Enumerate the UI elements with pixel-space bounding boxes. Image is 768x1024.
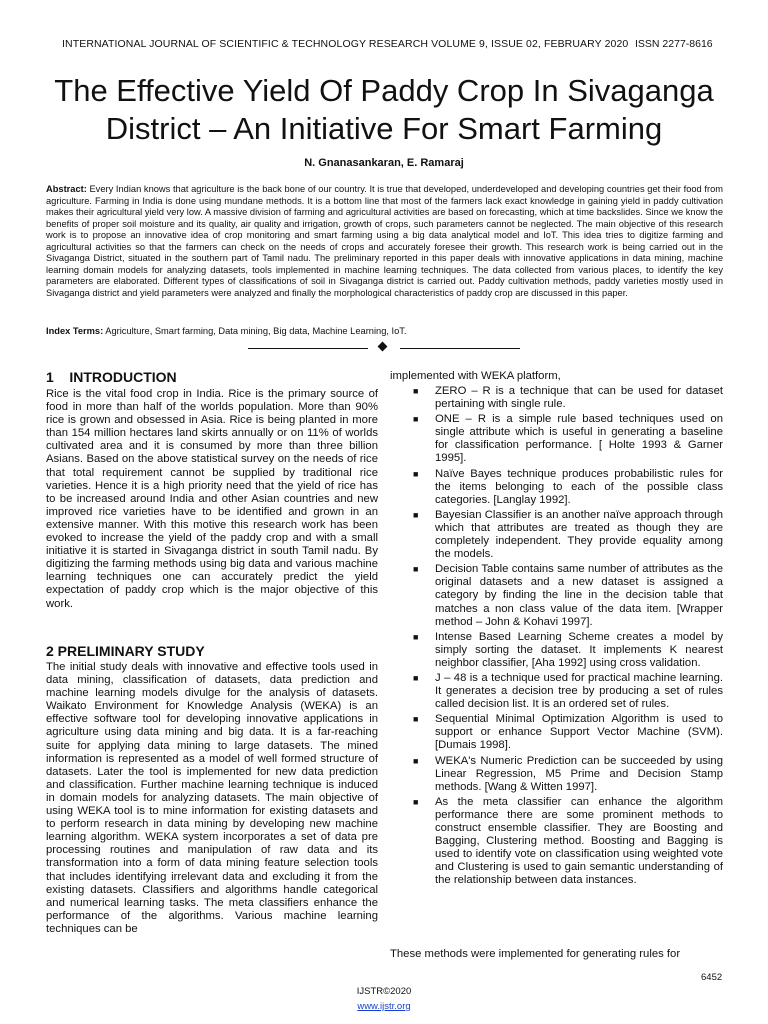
list-item: ■ Decision Table contains same number of attributes as the original datasets and a new dataset is assigned a category by finding the line in the decision table that matches a non class value of the data item. [Wrapper method – John & Kohavi 1997]. — [413, 563, 723, 628]
bullet-icon: ■ — [413, 755, 419, 766]
closing-sentence: These methods were implemented for generating rules for — [390, 948, 681, 960]
index-terms-text: Agriculture, Smart farming, Data mining, Big data, Machine Learning, IoT. — [103, 326, 407, 336]
copyright: IJSTR©2020 — [356, 986, 412, 997]
section-separator — [248, 340, 520, 354]
title-line-2: District – An Initiative For Smart Farming — [105, 111, 663, 146]
abstract-label: Abstract: — [46, 184, 87, 194]
title-line-1: The Effective Yield Of Paddy Crop In Sivaganga — [54, 73, 714, 108]
list-item: ■ J – 48 is a technique used for practical machine learning. It generates a decision tree by producing a set of rules called decision list. It is an ordered set of rules. — [413, 671, 723, 711]
bullet-icon: ■ — [413, 714, 419, 725]
section-heading-preliminary-study: 2 PRELIMINARY STUDY — [46, 643, 205, 659]
separator-line-right — [400, 348, 520, 349]
bullet-icon: ■ — [413, 672, 419, 683]
journal-header: INTERNATIONAL JOURNAL OF SCIENTIFIC & TECHNOLOGY RESEARCH VOLUME 9, ISSUE 02, FEBRUARY 2020 — [62, 38, 629, 50]
section-heading-introduction: 1 INTRODUCTION — [46, 369, 177, 385]
bullet-icon: ■ — [413, 564, 419, 575]
introduction-body: Rice is the vital food crop in India. Rice is the primary source of food in more than half of the worlds population. More than 90% rice is grown and obsessed in Asia. Rice is being planted in more than 154 million hectares land skirts annually or on 11% of worlds cultivated area and it is consumed by more than three billion Asians. Based on the above statistical survey on the needs of rice that total requirement cannot be supplied by traditional rice varieties. Hence it is a high priority need that the yield of rice has to be increased around India and other Asian countries and new improved rice varieties have to be identified and grown in an extensive manner. With this motive this research work has been evoked to increase the yield of the paddy crop and with a small initiative it is started in Sivaganga district in south Tamil nadu. By digitizing the farming methods using big data and various machine learning techniques one can accurately predict the yield expectation of paddy crop which is the major objective of this work. — [46, 388, 378, 610]
bullet-icon: ■ — [413, 468, 419, 479]
preliminary-study-body: The initial study deals with innovative and effective tools used in data mining, classification of datasets, data prediction and machine learning models divulge for the analysis of datasets. Waikato Environment for Knowledge Analysis (WEKA) is an effective software tool for developing innovative applications in agriculture using data mining and big data. It is a far-reaching suite for applying data mining to large datasets. The mined information is represented as a model of well formed structure of datasets. Later the tool is implemented for new data prediction and classification. Further machine learning technique is induced in domain models for analyzing datasets. The main objective of using WEKA tool is to mine information for existing datasets and to perform research in data mining by developing new machine learning algorithm. WEKA system incorporates a set of data pre processing routines and manipulation of raw data and its transformation into a form of data mining feature selection tools that includes identifying irrelevant data and excluding it from the existing datasets. Classifiers and algorithms handle categorical and numerical learning tasks. The meta classifiers enhance the performance of the algorithms. Various machine learning techniques can be — [46, 661, 378, 935]
abstract — [46, 184, 723, 299]
index-terms-label: Index Terms: — [46, 326, 104, 336]
abstract-text: Every Indian knows that agriculture is the back bone of our country. It is true that developed, underdeveloped and developing countries get their food from agriculture. Farming in India is done using mundane methods. It is a bottom line that most of the farmers lack exact knowledge in gaining yield in paddy cultivation makes their agricultural yield very low. A massive division of farming and agricultural activities are based on forecasting, which at time backslides. Since we know the benefits of proper soil moisture and its quality, air quality and irrigation, growth of crops, such parameters cannot be neglected. The main objective of this research work is to propose an innovative idea of crop monitoring and smart farming using a big data analytical model and IoT. This idea tries to digitize farming and agricultural activities so that the farmers can check on the needs of crops and accurately foresee their growth. This research work is being carried out in the Sivaganga District, situated in the southern part of Tamil nadu. The preliminary reported in this paper deals with innovative applications in data mining, machine learning domain models for analyzing datasets, tools implemented in machine learning techniques. The data collected from various places, to identify the key parameters are elaborated. Different types of classifications of soil in Sivaganga district is carried out. Paddy cultivation methods, paddy varieties mostly used in Sivaganga district and yield parameters were analyzed and finally the morphological characteristics of paddy crop are discussed in this paper. — [46, 184, 723, 298]
issn: ISSN 2277-8616 — [635, 38, 713, 50]
right-column-lead: implemented with WEKA platform, — [390, 370, 561, 382]
list-item: ■ Bayesian Classifier is an another naïve approach through which that attributes are treated as though they are completely independent. They provide equality among the models. — [413, 508, 723, 561]
list-item: ■ As the meta classifier can enhance the algorithm performance there are some prominent methods to construct ensemble classifier. They are Boosting and Bagging, Clustering method. Boosting and Bagging is used to identify vote on classification using weighted vote and Clustering is used to gain semantic understanding of the relationship between data instances. — [413, 795, 723, 887]
diamond-icon — [378, 342, 388, 352]
list-item: ■ WEKA's Numeric Prediction can be succeeded by using Linear Regression, M5 Prime and Decision Stamp methods. [Wang & Witten 1997]. — [413, 754, 723, 793]
bullet-icon: ■ — [413, 796, 419, 807]
bullet-icon: ■ — [413, 386, 419, 396]
index-terms — [46, 326, 723, 336]
list-item: ■ ONE – R is a simple rule based techniques used on single attribute which is useful in generating a baseline for classification performance. [ Holte 1993 & Garner 1995]. — [413, 413, 723, 465]
bullet-icon: ■ — [413, 414, 419, 425]
journal-url-link[interactable]: www.ijstr.org — [357, 1001, 411, 1012]
methods-list — [390, 385, 723, 889]
list-item: ■ Intense Based Learning Scheme creates a model by simply sorting the dataset. It implements K nearest neighbor classifier, [Aha 1992] using cross validation. — [413, 630, 723, 669]
list-item: ■ Naïve Bayes technique produces probabilistic rules for the items belonging to each of the possible class categories. [Langlay 1992]. — [413, 467, 723, 506]
page-number: 6452 — [701, 972, 723, 983]
authors: N. Gnanasankaran, E. Ramaraj — [304, 157, 464, 169]
separator-line-left — [248, 348, 368, 349]
bullet-icon: ■ — [413, 509, 419, 520]
list-item: ■ ZERO – R is a technique that can be used for dataset pertaining with single rule. — [413, 385, 723, 411]
bullet-icon: ■ — [413, 631, 419, 642]
list-item: ■ Sequential Minimal Optimization Algorithm is used to support or enhance Support Vector Machine (SVM). [Dumais 1998]. — [413, 713, 723, 752]
paper-title — [0, 72, 768, 148]
